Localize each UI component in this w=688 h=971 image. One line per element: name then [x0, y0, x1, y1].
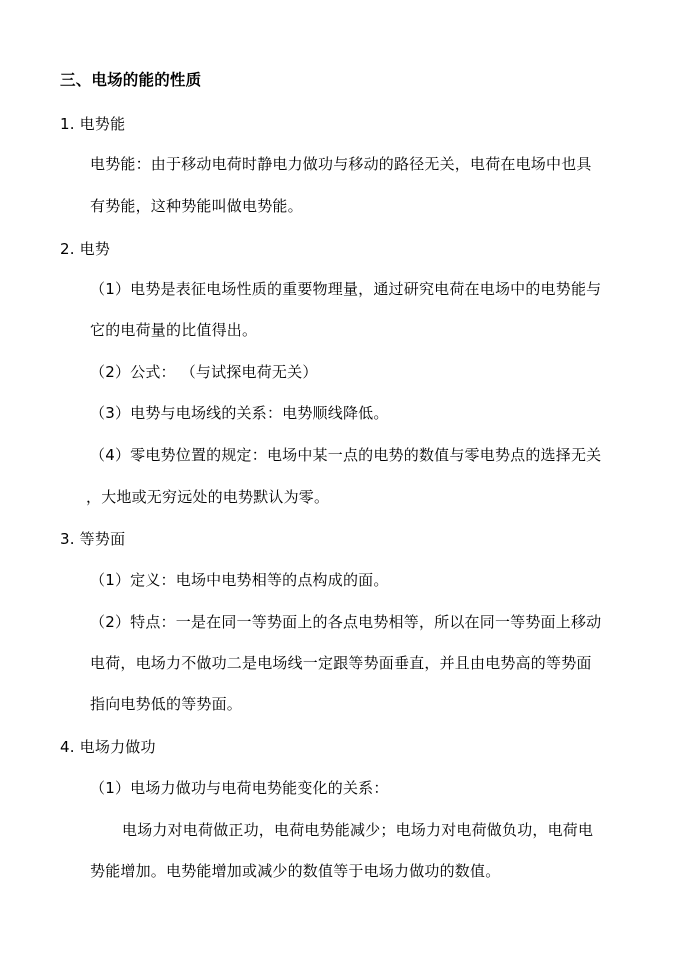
heading-equipotential: 3. 等势面 — [60, 530, 126, 548]
list-item-continuation: 电荷，电场力不做功二是电场线一定跟等势面垂直，并且由电势高的等势面 — [90, 654, 592, 672]
heading-field-work: 4. 电场力做功 — [60, 738, 156, 756]
list-item-continuation: 指向电势低的等势面。 — [90, 695, 243, 713]
paragraph-line: 电势能：由于移动电荷时静电力做功与移动的路径无关，电荷在电场中也具 — [90, 155, 592, 173]
list-item: （1）定义：电场中电势相等的点构成的面。 — [90, 571, 389, 589]
list-item: （4）零电势位置的规定：电场中某一点的电势的数值与零电势点的选择无关 — [90, 446, 602, 464]
list-item: （1）电场力做功与电荷电势能变化的关系： — [90, 779, 389, 797]
list-item: （1）电势是表征电场性质的重要物理量，通过研究电荷在电场中的电势能与 — [90, 280, 602, 298]
list-item: （2）特点：一是在同一等势面上的各点电势相等，所以在同一等势面上移动 — [90, 613, 602, 631]
list-item: （2）公式： （与试探电荷无关） — [90, 363, 318, 381]
heading-potential-energy: 1. 电势能 — [60, 115, 126, 133]
heading-potential: 2. 电势 — [60, 240, 111, 258]
section-title: 三、电场的能的性质 — [60, 71, 202, 89]
paragraph-line: 电场力对电荷做正功，电荷电势能减少；电场力对电荷做负功，电荷电 — [122, 821, 594, 839]
list-item: （3）电势与电场线的关系：电势顺线降低。 — [90, 404, 389, 422]
list-item-continuation: 它的电荷量的比值得出。 — [90, 321, 258, 339]
paragraph-line: 有势能，这种势能叫做电势能。 — [90, 197, 303, 215]
list-item-continuation: ，大地或无穷远处的电势默认为零。 — [86, 488, 330, 506]
paragraph-line: 势能增加。电势能增加或减少的数值等于电场力做功的数值。 — [90, 862, 501, 880]
